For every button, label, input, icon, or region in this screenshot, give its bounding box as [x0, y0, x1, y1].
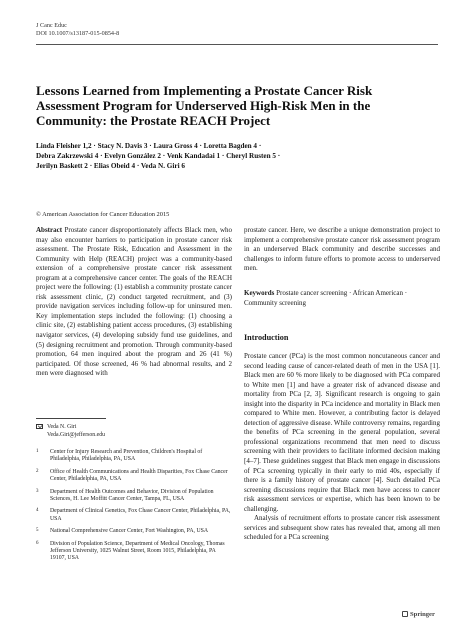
abstract-continuation: prostate cancer. Here, we describe a unique demonstration project to implement a comprehensive prostate cancer risk assessment program in an underserved Black community and describe successes and challenges to inform future efforts to promote access to underserved men.: [244, 226, 440, 273]
footnote-divider: [36, 418, 106, 419]
intro-paragraph: Prostate cancer (PCa) is the most common noncutaneous cancer and second leading cause of cancer-related death of men in the USA [1]. Black men are 60 % more likely to be diagnosed with PCa compared to White men [1] and have a greater risk of advanced disease and mortality from PCa [2, 3]. Significant research is ongoing to gain insight into the disparity in PCa incidence and mortality in Black men compared to White men. However, a contributing factor is delayed detection of aggressive disease. While controversy remains, regarding the benefits of PCa screening in the general population, several professional organizations recommend that men need to discuss screening with their providers to facilitate informed decision making [4–7]. These guidelines suggest that Black men engage in discussions of PCa screening typically in their early to mid 40s, especially if there is a family history of prostate cancer [4]. Such detailed PCa screening discussions require that Black men have access to cancer risk assessment services or expertise, which has been known to be challenging.: [244, 352, 440, 513]
affiliation: 3 Department of Health Outcomes and Behavior, Division of Population Sciences, H. Lee Moffitt Cancer Center, Tampa, FL, USA: [36, 488, 214, 503]
keywords: [244, 289, 440, 308]
keywords-label: Keywords: [244, 289, 275, 297]
author-list: [36, 141, 446, 171]
article-title: Lessons Learned from Implementing a Prostate Cancer Risk Assessment Program for Underserved High-Risk Men in the Community: the Prostate REACH Project: [36, 83, 373, 128]
keywords-text: Prostate cancer screening · African American · Community screening: [244, 289, 408, 307]
affiliation: 2 Office of Health Communications and Health Disparities, Fox Chase Cancer Center, Philadelphia, PA, USA: [36, 468, 228, 483]
intro-paragraph: Analysis of recruitment efforts to prostate cancer risk assessment services and subsequent show rates has revealed that, among all men scheduled for a PCa screening: [244, 514, 440, 542]
author-line[interactable]: Linda Fleisher 1,2 · Stacy N. Davis 3 · Laura Gross 4 · Loretta Bagden 4 ·: [36, 142, 262, 150]
introduction-body: [244, 352, 440, 543]
doi[interactable]: DOI 10.1007/s13187-015-0854-8: [36, 30, 120, 37]
journal-name: J Canc Educ: [36, 22, 67, 29]
affiliation: 4 Department of Clinical Genetics, Fox Chase Cancer Center, Philadelphia, PA, USA: [36, 508, 231, 522]
corresponding-email[interactable]: Veda.Giri@jefferson.edu: [47, 431, 106, 438]
author-line[interactable]: Debra Zakrzewski 4 · Evelyn González 2 · Venk Kandadai 1 · Cheryl Rusten 5 ·: [36, 152, 281, 160]
affiliation: 6 Division of Population Science, Department of Medical Oncology, Thomas Jefferson University, 1025 Walnut Street, Room 1015, Philadelphia, PA 19107, USA: [36, 540, 225, 562]
publisher-logo: [402, 611, 435, 618]
copyright-notice: © American Association for Cancer Education 2015: [36, 211, 170, 218]
affiliation: 1 Center for Injury Research and Prevention, Children's Hospital of Philadelphia, Philadelphia, PA, USA: [36, 449, 203, 463]
author-line[interactable]: Jerilyn Baskett 2 · Elias Obeid 4 · Veda N. Giri 6: [36, 162, 185, 170]
affiliations: [36, 449, 232, 568]
affiliation: 5 National Comprehensive Cancer Center, Fort Washington, PA, USA: [36, 528, 209, 535]
corresponding-author: Veda N. Giri: [47, 424, 77, 430]
correspondence: [36, 424, 226, 439]
envelope-icon: [36, 424, 43, 429]
header-divider: [36, 44, 438, 45]
abstract-text: Prostate cancer disproportionately affects Black men, who may also encounter barriers to participation in prostate cancer risk assessment. The Prostate Risk, Education and Assessment in the Community with Help (REACH) project was a community-based extension of a comprehensive prostate cancer risk assessment program at a comprehensive cancer center. The goals of the REACH project were the following: (1) establish a community prostate cancer risk assessment clinic, (2) conduct targeted recruitment, and (3) provide navigation services including follow-up for uninsured men. Key implementation steps included the following: (1) choosing a clinic site, (2) establishing patient access procedures, (3) establishing navigator services, (4) developing subsidy fund use guidelines, and (5) designing recruitment and promotion. Through community-based promotion, 64 men inquired about the program and 26 (41 %) participated. Of those screened, 46 % had abnormal results, and 2 men were diagnosed with: [36, 226, 232, 378]
springer-horse-icon: [402, 611, 408, 617]
journal-header: [36, 22, 119, 38]
abstract: [36, 226, 232, 379]
abstract-label: Abstract: [36, 226, 63, 234]
publisher-name: Springer: [410, 611, 435, 618]
introduction-heading: Introduction: [244, 333, 289, 342]
